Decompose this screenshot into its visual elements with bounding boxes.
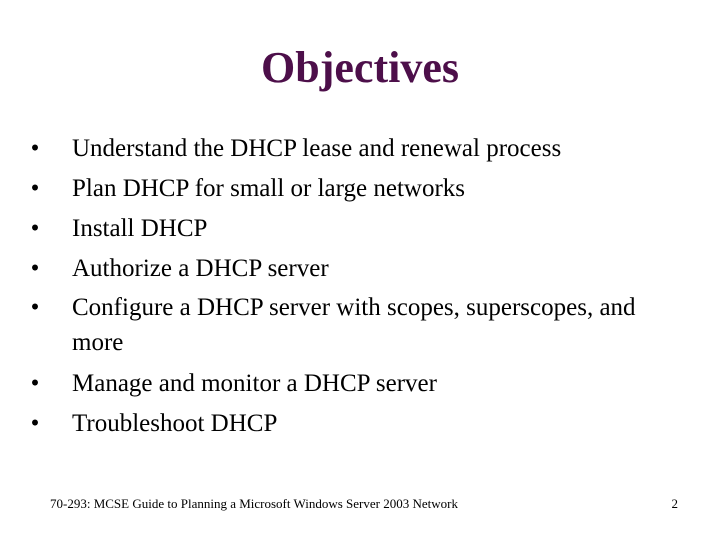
bullet-icon: •	[30, 410, 40, 437]
bullet-list	[0, 130, 720, 445]
bullet-text: Configure a DHCP server with scopes, superscopes, and more	[72, 294, 636, 356]
bullet-item	[0, 130, 720, 168]
bullet-item	[0, 405, 720, 443]
bullet-icon: •	[30, 370, 40, 397]
bullet-item	[0, 250, 720, 288]
slide-title: Objectives	[261, 43, 459, 92]
slide-footer: 70-293: MCSE Guide to Planning a Microsoft Windows Server 2003 Network	[50, 496, 458, 511]
bullet-text: Authorize a DHCP server	[72, 255, 329, 282]
page-number: 2	[671, 496, 678, 511]
bullet-icon: •	[30, 175, 40, 202]
bullet-text: Install DHCP	[72, 215, 208, 242]
bullet-item	[0, 170, 720, 208]
bullet-text: Plan DHCP for small or large networks	[72, 175, 466, 202]
bullet-item	[0, 365, 720, 403]
bullet-item	[0, 290, 720, 360]
bullet-item	[0, 210, 720, 248]
bullet-text: Understand the DHCP lease and renewal process	[72, 135, 562, 162]
bullet-icon: •	[30, 255, 40, 282]
bullet-text: Troubleshoot DHCP	[72, 410, 278, 437]
bullet-icon: •	[30, 135, 40, 162]
bullet-icon: •	[30, 294, 40, 321]
bullet-icon: •	[30, 215, 40, 242]
bullet-text: Manage and monitor a DHCP server	[72, 370, 437, 397]
